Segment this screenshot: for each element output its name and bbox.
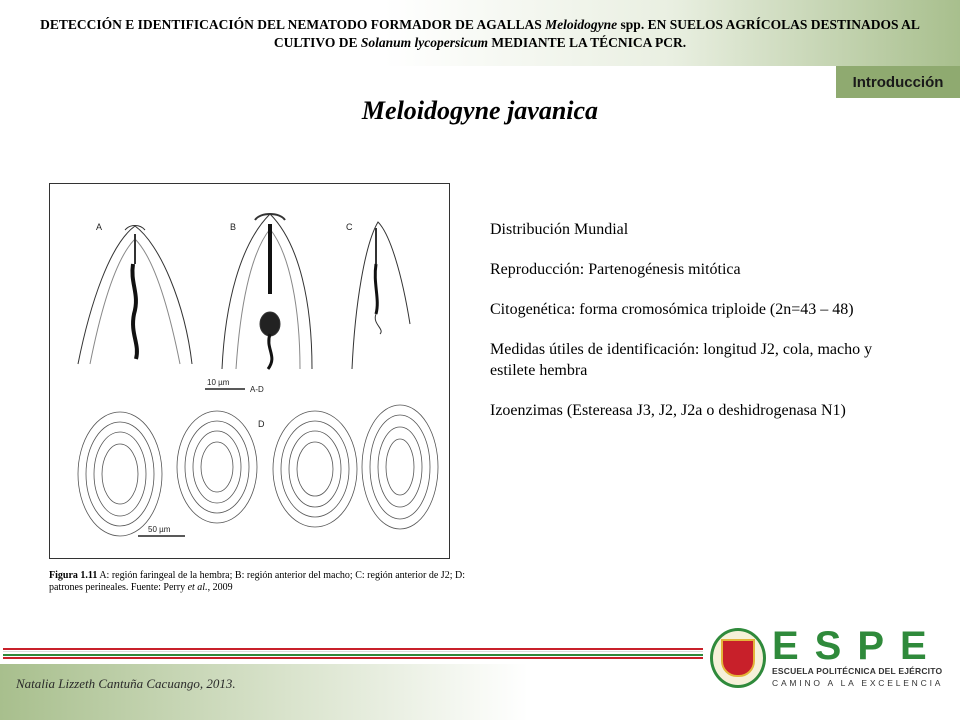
info-cytogenetics: Citogenética: forma cromosómica triploide (2n=43 – 48) bbox=[490, 301, 854, 318]
espe-logo bbox=[706, 624, 946, 692]
header-title-species: Solanum lycopersicum bbox=[360, 35, 488, 50]
info-isozymes: Izoenzimas (Estereasa J3, J2, J2a o deshidrogenasa N1) bbox=[490, 402, 846, 419]
header-title bbox=[40, 16, 920, 52]
flag-stripes bbox=[3, 648, 703, 662]
espe-motto: CAMINO A LA EXCELENCIA bbox=[772, 678, 944, 688]
espe-institution-name: ESCUELA POLITÉCNICA DEL EJÉRCITO bbox=[772, 666, 943, 676]
section-badge: Introducción bbox=[836, 66, 960, 98]
nematode-figure bbox=[49, 183, 450, 559]
caption-et-al: et al. bbox=[187, 582, 208, 593]
caption-text: A: región faringeal de la hembra; B: región anterior del macho; C: región anterior de J2; D: patrones perineales. Fuente: Perry bbox=[49, 570, 465, 593]
info-reproduction: Reproducción: Partenogénesis mitótica bbox=[490, 261, 741, 278]
header-title-genus: Meloidogyne bbox=[545, 17, 618, 32]
info-measurements: Medidas útiles de identificación: longitud J2, cola, macho y estilete hembra bbox=[490, 341, 873, 379]
espe-wordmark: ESPE bbox=[772, 624, 943, 668]
panel-label-a: A bbox=[96, 222, 103, 232]
header-title-text-3: MEDIANTE LA TÉCNICA PCR. bbox=[488, 35, 687, 50]
scale-top-label: A-D bbox=[250, 385, 264, 394]
slide-title: Meloidogyne javanica bbox=[361, 96, 599, 125]
panel-b-drawing bbox=[222, 214, 312, 369]
scale-top-value: 10 µm bbox=[207, 378, 230, 387]
panel-label-d: D bbox=[258, 419, 265, 429]
info-distribution: Distribución Mundial bbox=[490, 221, 629, 238]
header-title-text-2: spp. EN SUELOS AGRÍCOLAS DESTINADOS AL CULTIVO DE bbox=[273, 17, 920, 50]
caption-year: , 2009 bbox=[207, 582, 233, 593]
footer-author: Natalia Lizzeth Cantuña Cacuango, 2013. bbox=[16, 676, 236, 691]
caption-figure-number: Figura 1.11 bbox=[49, 570, 98, 581]
nematode-illustration bbox=[50, 184, 449, 558]
panel-label-c: C bbox=[346, 222, 353, 232]
panel-c-drawing bbox=[352, 222, 410, 369]
panel-label-b: B bbox=[230, 222, 237, 232]
scale-bottom-value: 50 µm bbox=[148, 525, 171, 534]
panel-a-drawing bbox=[78, 226, 192, 365]
info-list bbox=[490, 219, 910, 440]
header-title-text-1: DETECCIÓN E IDENTIFICACIÓN DEL NEMATODO FORMADOR DE AGALLAS bbox=[40, 17, 546, 32]
figure-caption bbox=[49, 570, 465, 594]
espe-seal-icon bbox=[710, 628, 766, 688]
